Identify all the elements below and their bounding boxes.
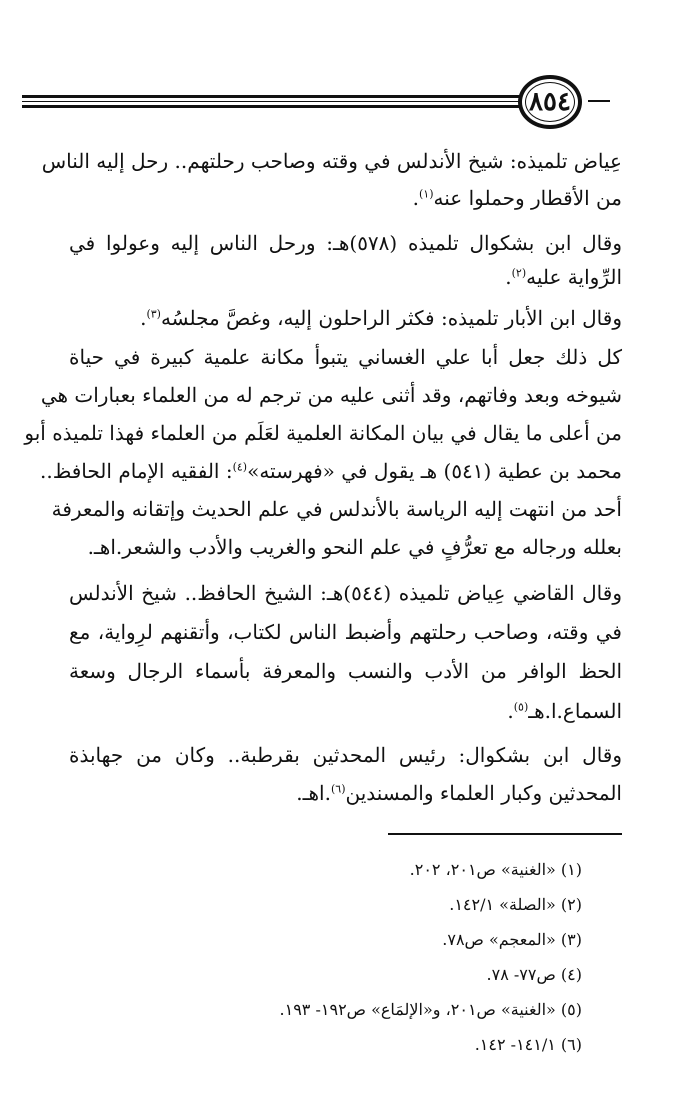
body-line: عِياض تلميذه: شيخ الأندلس في وقته وصاحب رحلتهم.. رحل إليه الناس <box>41 149 622 173</box>
footnote-ref: (٦) <box>330 782 346 796</box>
header-rule <box>22 95 530 98</box>
footnote: (٢) «الصلة» ١٤٢/١. <box>449 895 582 914</box>
footnote-separator <box>388 833 622 835</box>
footnote-ref: (٤) <box>232 460 248 474</box>
body-line: محمد بن عطية (٥٤١) هـ يقول في «فهرسته»$^{(٤)}$: الفقيه الإمام الحافظ.. <box>40 459 622 483</box>
header-rule-tail <box>588 100 610 102</box>
body-line: السماع.ا.هـ$^{(٥)}$. <box>507 699 622 723</box>
body-line: الحظ الوافر من الأدب والنسب والمعرفة بأسماء الرجال وسعة <box>69 659 622 683</box>
body-line: من الأقطار وحملوا عنه$^{(١)}$. <box>412 186 622 210</box>
body-line: وقال ابن بشكوال تلميذه (٥٧٨)هـ: ورحل الناس إليه وعولوا في <box>69 231 622 255</box>
footnote: (٤) ص٧٧- ٧٨. <box>486 965 582 984</box>
body-line: أحد من انتهت إليه الرياسة بالأندلس في علم الحديث وإتقانه والمعرفة <box>51 497 622 521</box>
page-number: ٨٥٤ <box>529 87 571 117</box>
body-line: من أعلى ما يقال في بيان المكانة العلمية لعَلَم من العلماء فهذا تلميذه أبو <box>24 421 622 445</box>
body-line: وقال ابن الأبار تلميذه: فكثر الراحلون إليه، وغصَّ مجلسُه$^{(٣)}$. <box>140 306 622 330</box>
footnote-ref: (٢) <box>511 266 527 280</box>
footnote: (٥) «الغنية» ص٢٠١، و«الإلمَاع» ص١٩٢- ١٩٣. <box>279 1000 582 1019</box>
footnote-ref: (٣) <box>146 307 161 321</box>
body-line: المحدثين وكبار العلماء والمسندين$^{(٦)}$.اهـ. <box>296 781 622 805</box>
body-line: كل ذلك جعل أبا علي الغساني يتبوأ مكانة علمية كبيرة في حياة <box>69 345 622 369</box>
body-line: الرِّواية عليه$^{(٢)}$. <box>505 265 622 289</box>
footnote: (٦) ١٤١/١- ١٤٢. <box>474 1035 582 1054</box>
header-rule <box>22 105 530 108</box>
footnote-ref: (١) <box>419 187 434 201</box>
page-number-badge <box>518 75 582 129</box>
body-line: بعلله ورجاله مع تعرُّفٍ في علم النحو والغريب والأدب والشعر.اهـ. <box>87 535 622 559</box>
footnote-ref: (٥) <box>513 700 529 714</box>
footnote: (٣) «المعجم» ص٧٨. <box>442 930 582 949</box>
body-line: في وقته، وصاحب رحلتهم وأضبط الناس لكتاب، وأتقنهم لرِواية، مع <box>69 620 622 644</box>
body-line: شيوخه وبعد وفاتهم، وقد أثنى عليه من ترجم له من العلماء بعبارات هي <box>40 383 622 407</box>
body-line: وقال القاضي عِياض تلميذه (٥٤٤)هـ: الشيخ الحافظ.. شيخ الأندلس <box>69 581 622 605</box>
footnote: (١) «الغنية» ص٢٠١، ٢٠٢. <box>409 860 582 879</box>
body-line: وقال ابن بشكوال: رئيس المحدثين بقرطبة.. وكان من جهابذة <box>69 743 622 767</box>
header-rule <box>22 101 530 102</box>
